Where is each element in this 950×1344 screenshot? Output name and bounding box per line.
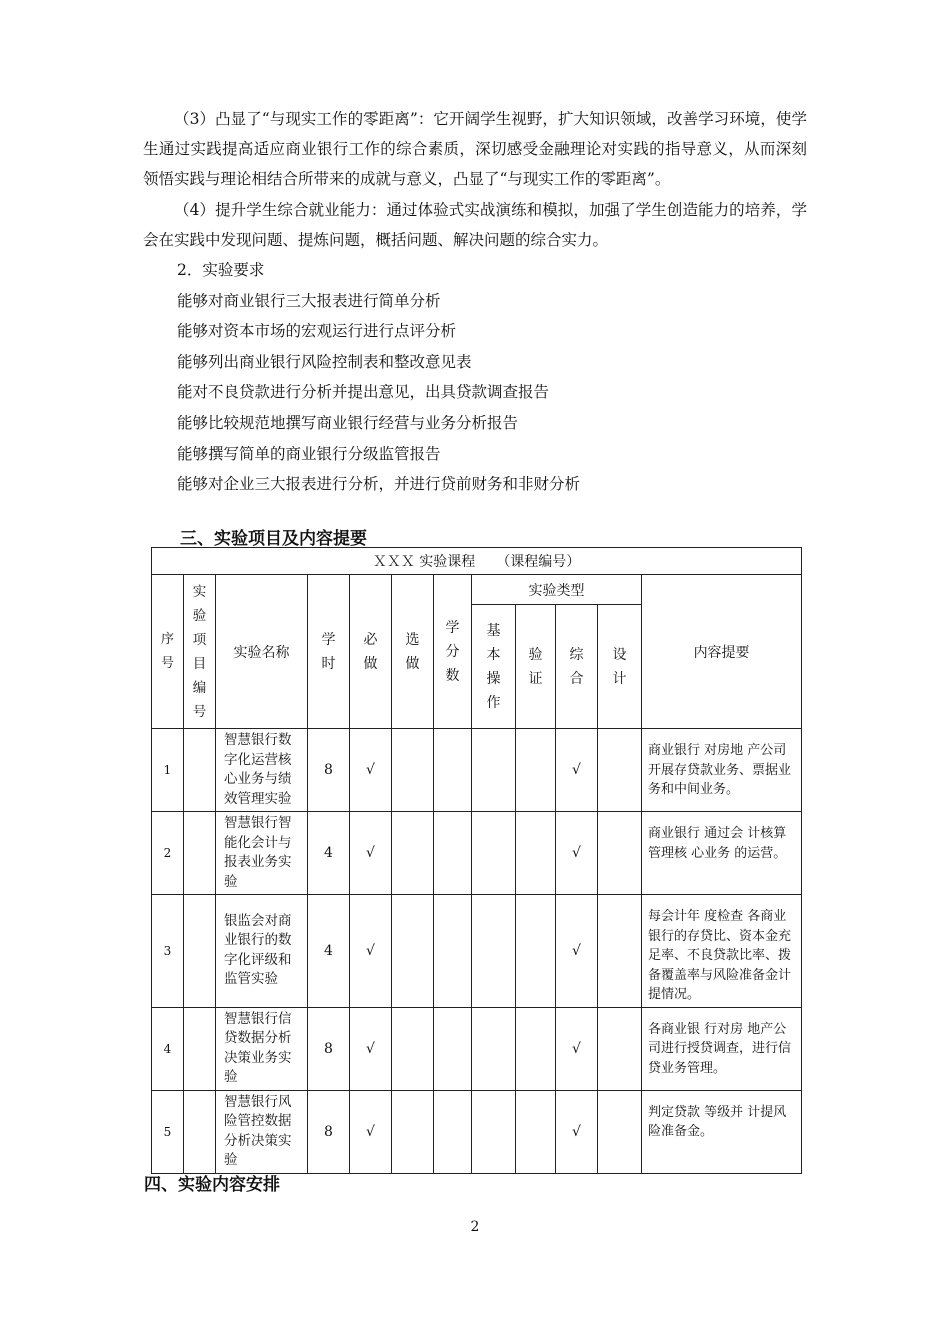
cell-elective [392, 895, 434, 1008]
cell-summary: 各商业银 行对房 地产公司进行授贷调查，进行信贷业务管理。 [642, 1007, 802, 1090]
cell-required: √ [350, 1090, 392, 1173]
cell-name: 智慧银行智能化会计与报表业务实验 [216, 812, 308, 895]
cell-summary: 商业银行 对房地 产公司开展存贷款业务、票据业务和中间业务。 [642, 729, 802, 812]
experiment-table [151, 547, 802, 1174]
cell-code [184, 812, 216, 895]
cell-hours: 8 [308, 1007, 350, 1090]
cell-basic [472, 1090, 516, 1173]
header-code: 实验项目编号 [184, 575, 216, 729]
cell-hours: 8 [308, 1090, 350, 1173]
cell-elective [392, 729, 434, 812]
cell-comprehensive: √ [556, 812, 598, 895]
requirement-item: 能够撰写简单的商业银行分级监管报告 [177, 444, 441, 463]
header-credits: 学分数 [434, 575, 472, 729]
cell-elective [392, 812, 434, 895]
header-seq: 序号 [152, 575, 184, 729]
header-basic: 基本操作 [472, 605, 516, 729]
requirement-item: 能对不良贷款进行分析并提出意见，出具贷款调查报告 [177, 383, 550, 402]
cell-basic [472, 729, 516, 812]
cell-verify [516, 812, 556, 895]
cell-verify [516, 1007, 556, 1090]
cell-code [184, 1090, 216, 1173]
cell-required: √ [350, 1007, 392, 1090]
cell-name: 智慧银行风险管控数据分析决策实验 [216, 1090, 308, 1173]
cell-seq: 4 [152, 1007, 184, 1090]
cell-hours: 4 [308, 812, 350, 895]
cell-design [598, 812, 642, 895]
section-3-title: 三、实验项目及内容提要 [180, 529, 367, 549]
table-row [152, 895, 802, 1008]
table-row [152, 729, 802, 812]
cell-verify [516, 1090, 556, 1173]
cell-credits [434, 729, 472, 812]
header-name: 实验名称 [216, 575, 308, 729]
cell-summary: 判定贷款 等级并 计提风险准备金。 [642, 1090, 802, 1173]
header-summary: 内容提要 [642, 575, 802, 729]
cell-credits [434, 1090, 472, 1173]
cell-comprehensive: √ [556, 895, 598, 1008]
cell-code [184, 895, 216, 1008]
cell-comprehensive: √ [556, 1007, 598, 1090]
section-4-title: 四、实验内容安排 [144, 1175, 280, 1195]
cell-design [598, 1090, 642, 1173]
cell-basic [472, 812, 516, 895]
table-row [152, 1090, 802, 1173]
table-row [152, 812, 802, 895]
requirement-item: 能够列出商业银行风险控制表和整改意见表 [177, 352, 472, 371]
cell-basic [472, 895, 516, 1008]
header-type-group: 实验类型 [472, 575, 642, 605]
requirements-heading: 2．实验要求 [177, 261, 265, 279]
cell-summary: 每会计年 度检查 各商业银行的存贷比、资本金充足率、不良贷款比率、拨备覆盖率与风险准备金计提情况。 [642, 895, 802, 1008]
table-caption: ＸＸＸ 实验课程 （课程编号） [152, 548, 802, 575]
cell-summary: 商业银行 通过会 计核算管理核 心业务 的运营。 [642, 812, 802, 895]
cell-code [184, 1007, 216, 1090]
cell-required: √ [350, 729, 392, 812]
cell-credits [434, 812, 472, 895]
requirement-item: 能够对资本市场的宏观运行进行点评分析 [177, 322, 457, 341]
cell-seq: 2 [152, 812, 184, 895]
cell-elective [392, 1007, 434, 1090]
table-row [152, 1007, 802, 1090]
paragraph-4: （4）提升学生综合就业能力：通过体验式实战演练和模拟，加强了学生创造能力的培养，学会在实践中发现问题、提炼问题，概括问题、解决问题的综合实力。 [143, 201, 807, 249]
cell-name: 银监会对商业银行的数字化评级和监管实验 [216, 895, 308, 1008]
cell-name: 智慧银行数字化运营核心业务与绩效管理实验 [216, 729, 308, 812]
cell-required: √ [350, 895, 392, 1008]
cell-basic [472, 1007, 516, 1090]
cell-name: 智慧银行信贷数据分析决策业务实验 [216, 1007, 308, 1090]
cell-verify [516, 729, 556, 812]
cell-elective [392, 1090, 434, 1173]
requirement-item: 能够对企业三大报表进行分析，并进行贷前财务和非财分析 [177, 475, 581, 494]
cell-design [598, 895, 642, 1008]
cell-design [598, 729, 642, 812]
requirement-item: 能够比较规范地撰写商业银行经营与业务分析报告 [177, 413, 519, 432]
header-elective: 选做 [392, 575, 434, 729]
cell-seq: 1 [152, 729, 184, 812]
requirement-item: 能够对商业银行三大报表进行简单分析 [177, 291, 441, 310]
cell-comprehensive: √ [556, 1090, 598, 1173]
page-number: 2 [470, 1219, 480, 1235]
header-design: 设计 [598, 605, 642, 729]
cell-hours: 4 [308, 895, 350, 1008]
cell-code [184, 729, 216, 812]
cell-seq: 3 [152, 895, 184, 1008]
cell-credits [434, 895, 472, 1008]
header-comprehensive: 综合 [556, 605, 598, 729]
paragraph-3: （3）凸显了“与现实工作的零距离”：它开阔学生视野，扩大知识领域，改善学习环境，使学生通过实践提高适应商业银行工作的综合素质，深切感受金融理论对实践的指导意义，从而深刻领悟实践与理论相结合所带来的成就与意义，凸显了“与现实工作的零距离”。 [143, 110, 807, 188]
cell-verify [516, 895, 556, 1008]
header-hours: 学时 [308, 575, 350, 729]
cell-credits [434, 1007, 472, 1090]
cell-design [598, 1007, 642, 1090]
header-verify: 验证 [516, 605, 556, 729]
cell-seq: 5 [152, 1090, 184, 1173]
cell-required: √ [350, 812, 392, 895]
header-required: 必做 [350, 575, 392, 729]
cell-comprehensive: √ [556, 729, 598, 812]
requirements-list [177, 255, 580, 500]
cell-hours: 8 [308, 729, 350, 812]
